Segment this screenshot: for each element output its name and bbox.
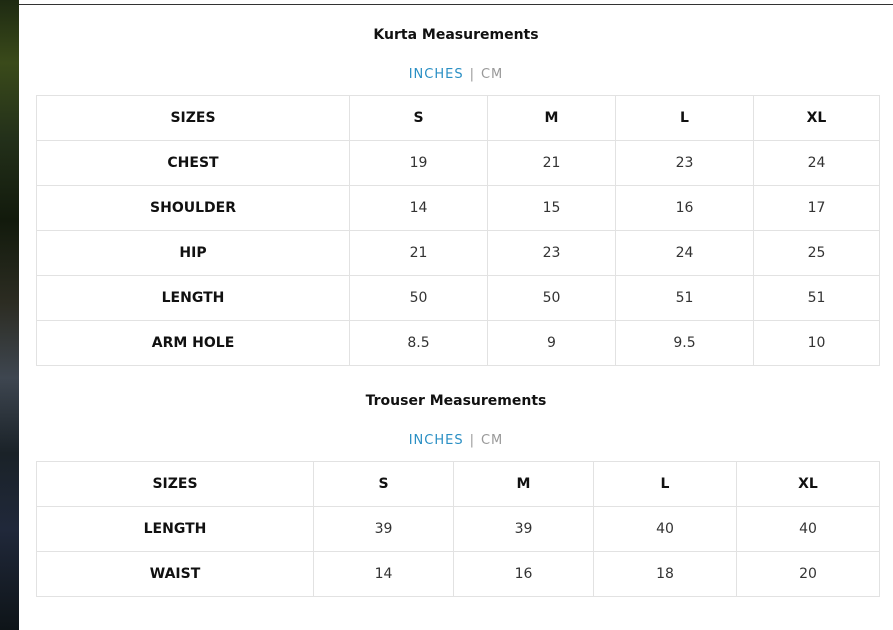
header-cell: XL bbox=[737, 462, 880, 507]
kurta-unit-cm[interactable]: CM bbox=[480, 67, 504, 82]
header-cell: S bbox=[314, 462, 454, 507]
row-label: LENGTH bbox=[37, 276, 350, 321]
table-row bbox=[37, 321, 880, 366]
row-label: HIP bbox=[37, 231, 350, 276]
table-row bbox=[37, 276, 880, 321]
table-cell: 40 bbox=[594, 507, 737, 552]
header-cell: L bbox=[594, 462, 737, 507]
kurta-unit-toggle bbox=[19, 67, 893, 82]
header-cell: SIZES bbox=[37, 96, 350, 141]
header-cell: L bbox=[616, 96, 754, 141]
table-cell: 23 bbox=[616, 141, 754, 186]
table-cell: 16 bbox=[616, 186, 754, 231]
table-cell: 8.5 bbox=[350, 321, 488, 366]
trouser-title: Trouser Measurements bbox=[365, 393, 547, 409]
kurta-unit-inches[interactable]: INCHES bbox=[408, 67, 464, 82]
table-cell: 19 bbox=[350, 141, 488, 186]
unit-separator: | bbox=[469, 433, 475, 448]
header-cell: XL bbox=[754, 96, 880, 141]
header-cell: S bbox=[350, 96, 488, 141]
table-row bbox=[37, 231, 880, 276]
table-cell: 9.5 bbox=[616, 321, 754, 366]
unit-separator: | bbox=[469, 67, 475, 82]
divider bbox=[19, 4, 893, 5]
table-cell: 39 bbox=[454, 507, 594, 552]
kurta-size-table bbox=[36, 95, 880, 366]
table-cell: 21 bbox=[350, 231, 488, 276]
row-label: ARM HOLE bbox=[37, 321, 350, 366]
table-cell: 50 bbox=[350, 276, 488, 321]
table-cell: 50 bbox=[488, 276, 616, 321]
table-header-row bbox=[37, 462, 880, 507]
header-cell: M bbox=[488, 96, 616, 141]
row-label: WAIST bbox=[37, 552, 314, 597]
table-cell: 39 bbox=[314, 507, 454, 552]
table-cell: 40 bbox=[737, 507, 880, 552]
trouser-unit-cm[interactable]: CM bbox=[480, 433, 504, 448]
header-cell: M bbox=[454, 462, 594, 507]
table-cell: 24 bbox=[754, 141, 880, 186]
table-cell: 18 bbox=[594, 552, 737, 597]
row-label: LENGTH bbox=[37, 507, 314, 552]
table-cell: 15 bbox=[488, 186, 616, 231]
table-cell: 20 bbox=[737, 552, 880, 597]
trouser-unit-inches[interactable]: INCHES bbox=[408, 433, 464, 448]
table-cell: 21 bbox=[488, 141, 616, 186]
row-label: SHOULDER bbox=[37, 186, 350, 231]
table-cell: 10 bbox=[754, 321, 880, 366]
kurta-title: Kurta Measurements bbox=[373, 27, 539, 43]
table-row bbox=[37, 141, 880, 186]
trouser-size-table bbox=[36, 461, 880, 597]
table-cell: 24 bbox=[616, 231, 754, 276]
table-cell: 14 bbox=[314, 552, 454, 597]
table-row bbox=[37, 507, 880, 552]
table-cell: 14 bbox=[350, 186, 488, 231]
table-cell: 51 bbox=[616, 276, 754, 321]
table-cell: 25 bbox=[754, 231, 880, 276]
table-header-row bbox=[37, 96, 880, 141]
background-photo-strip bbox=[0, 0, 19, 630]
row-label: CHEST bbox=[37, 141, 350, 186]
table-cell: 17 bbox=[754, 186, 880, 231]
table-row bbox=[37, 186, 880, 231]
trouser-unit-toggle bbox=[19, 433, 893, 448]
table-cell: 9 bbox=[488, 321, 616, 366]
table-cell: 16 bbox=[454, 552, 594, 597]
header-cell: SIZES bbox=[37, 462, 314, 507]
table-row bbox=[37, 552, 880, 597]
table-cell: 51 bbox=[754, 276, 880, 321]
table-cell: 23 bbox=[488, 231, 616, 276]
